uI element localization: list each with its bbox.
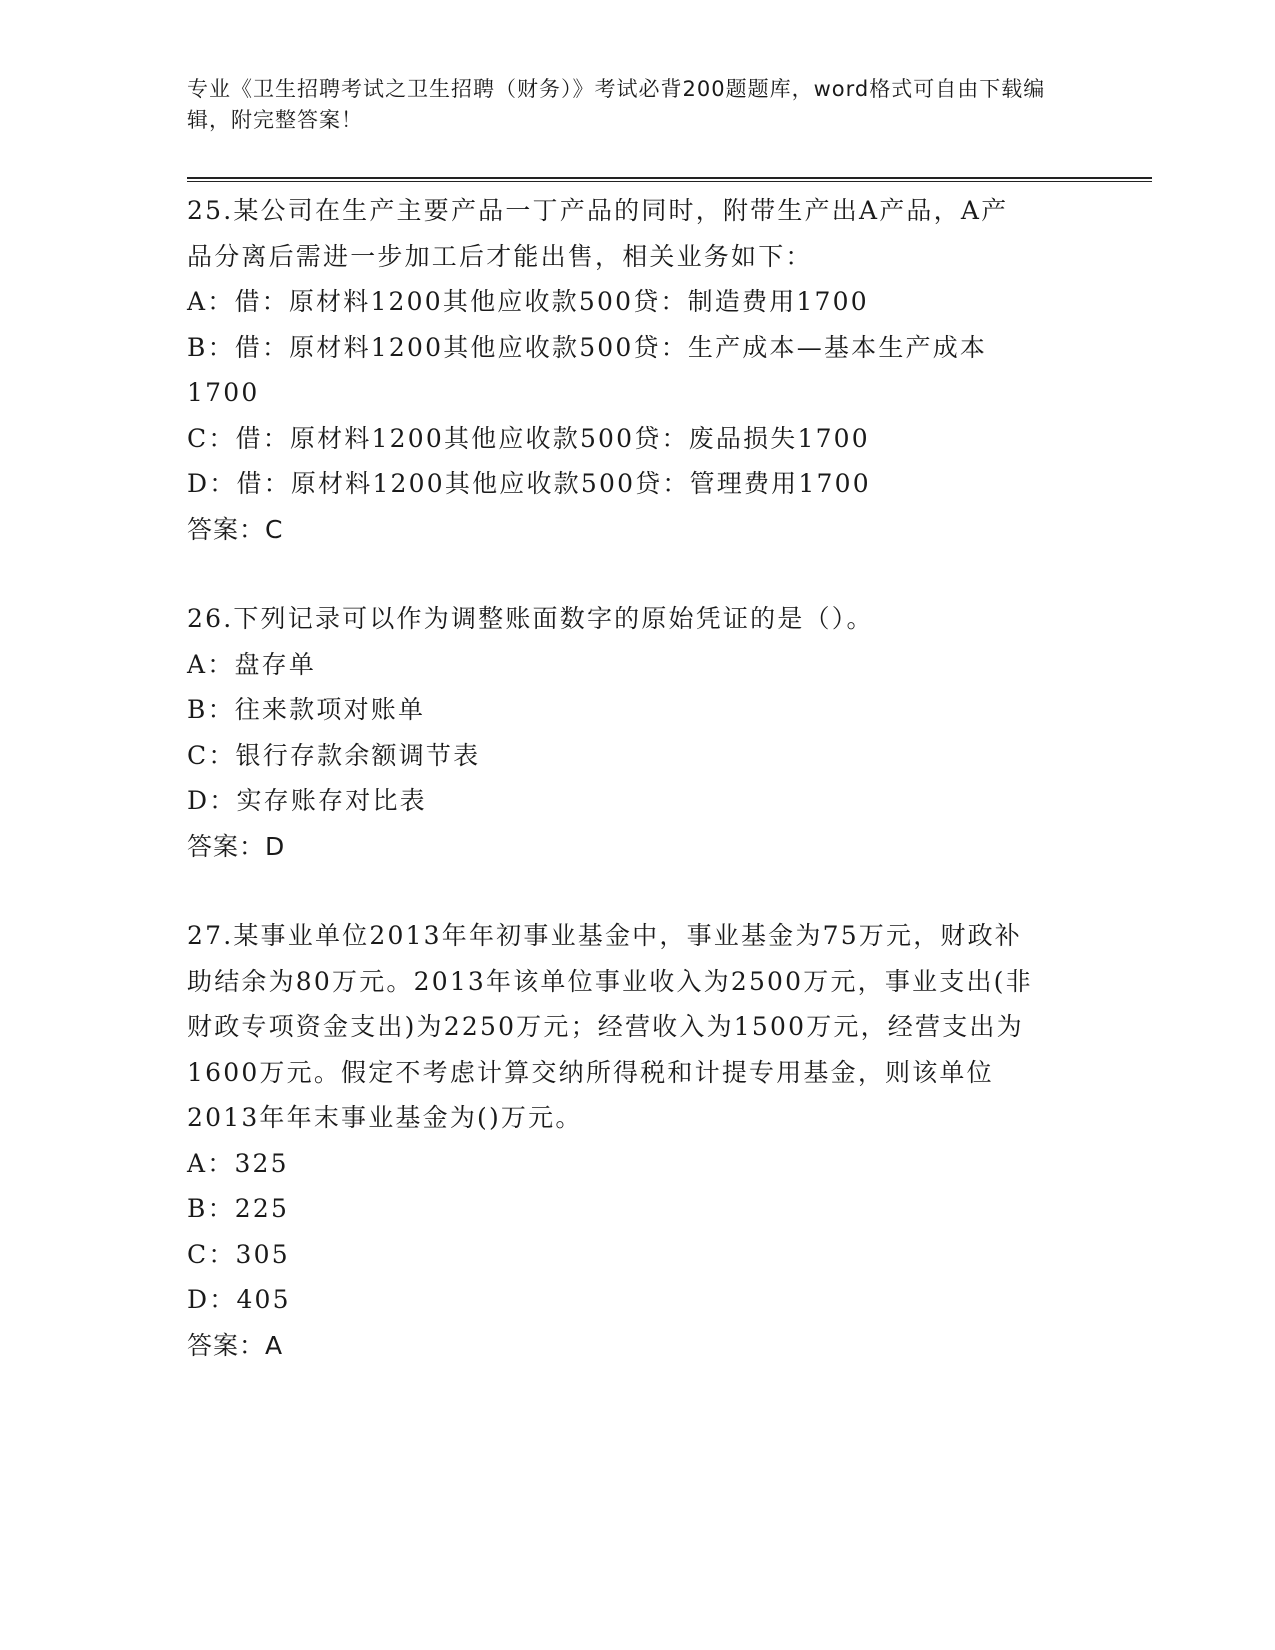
option-d: D：借：原材料1200其他应收款500贷：管理费用1700: [187, 469, 871, 498]
question-stem: 26.下列记录可以作为调整账面数字的原始凭证的是（）。: [187, 604, 874, 633]
answer: 答案：C: [187, 514, 284, 544]
answer: 答案：D: [187, 831, 286, 861]
header-divider-thick: [187, 177, 1152, 179]
option-c: C：银行存款余额调节表: [187, 740, 481, 770]
question-25: [187, 188, 1087, 552]
option-a: A：盘存单: [187, 649, 317, 679]
option-b: B：往来款项对账单: [187, 695, 426, 724]
option-d: D：实存账存对比表: [187, 786, 427, 815]
option-b: B：225: [187, 1194, 290, 1223]
question-stem: 25.某公司在生产主要产品一丁产品的同时，附带生产出A产品，A产 品分离后需进一步加工后才能出售，相关业务如下：: [187, 196, 1009, 271]
header-divider-thin: [187, 181, 1152, 182]
question-26: [187, 596, 1087, 869]
option-d: D：405: [187, 1285, 291, 1314]
document-header: 专业《卫生招聘考试之卫生招聘（财务）》考试必背200题题库，word格式可自由下载编辑，附完整答案！: [187, 77, 1046, 132]
option-a: A：325: [187, 1148, 289, 1178]
option-c: C：305: [187, 1239, 290, 1269]
option-b: B：借：原材料1200其他应收款500贷：生产成本—基本生产成本 1700: [187, 332, 988, 407]
question-stem: 27.某事业单位2013年年初事业基金中，事业基金为75万元，财政补 助结余为80万元。2013年该单位事业收入为2500万元，事业支出(非 财政专项资金支出)为2250万元；经营收入为1500万元，经营支出为 1600万元。假定不考虑计算交纳所得税和计提专用基金，则该单位 2013年年末事业基金为()万元。: [187, 921, 1033, 1132]
question-27: [187, 913, 1087, 1368]
option-c: C：借：原材料1200其他应收款500贷：废品损失1700: [187, 423, 870, 453]
answer: 答案：A: [187, 1330, 284, 1360]
option-a: A：借：原材料1200其他应收款500贷：制造费用1700: [187, 287, 869, 316]
